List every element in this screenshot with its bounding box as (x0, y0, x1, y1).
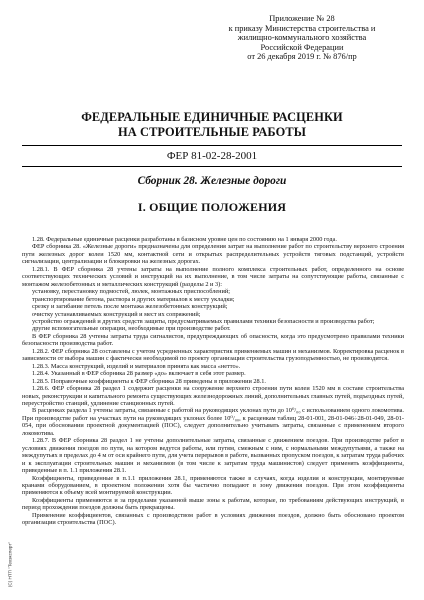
paragraph: срезку и загибание петель после монтажа железобетонных конструкций; (32, 303, 228, 311)
collection-title: Сборник 28. Железные дороги (137, 175, 287, 187)
paragraph: транспортирование бетона, раствора и других материалов к месту укладки; (32, 295, 235, 303)
document-title (0, 110, 424, 139)
paragraph: 1.28. Федеральные единичные расценки разработаны в базисном уровне цен по состоянию на 1 января 2000 года. (32, 236, 337, 243)
appendix-line: от 26 декабря 2019 г. № 876/пр (247, 52, 357, 62)
paragraph: В расценках раздела 1 учтены затраты, связанные с работой на руководящих уклонах пути до 10⁰/₀₀ с использованием одного локомотива. При производстве работ на участках пути на руководящих уклонах более 10⁰/₀₀, к расценкам таблиц 28-01-001, 28-01-046÷28-01-049, 28-01-054, при обосновании проектной документацией (ПОС), следует дополнительно учитывать затраты, связанные с применением второго локомотива. (22, 407, 404, 437)
paragraph: 1.28.1. В ФЕР сборника 28 учтены затраты на выполнение полного комплекса строительных работ, определенного на основе соответствующих технических условий и инструкций на их выполнение, в том числе затраты на сопутствующие работы, связанные с монтажом железобетонных и металлических конструкций (разделы 2 и 3): (22, 265, 404, 288)
paragraph: Коэффициенты применяются и за пределами указанной выше зоны к работам, которые, по требованиям действующих инструкций, в период прохождения поездов должны быть прекращены. (22, 496, 404, 512)
paragraph: 1.28.5. Поправочные коэффициенты к ФЕР сборника 28 приведены в приложении 28.1. (32, 377, 267, 385)
appendix-line: Приложение № 28 (269, 14, 335, 23)
divider-bottom (22, 166, 402, 167)
paragraph: 1.28.7. В ФЕР сборника 28 раздел 1 не учтены дополнительные затраты, связанные с движением поездов. При производстве работ в условиях движения поездов по пути, на котором ведутся работы, или путям, смежным с ним, с нормальными междупутьями, а также на междупутьях в пределах до 4 м от оси крайнего пути, для учета перерывов в работе, вызванных пропуском поездов, к затратам труда рабочих и к эксплуатации строительных машин и механизмов (в том числе к затратам труда машинистов) следует применять коэффициенты, приведенные в п. 1.1 приложения 28.1. (22, 437, 404, 475)
paragraph: В ФЕР сборника 28 учтены затраты труда сигналистов, предупреждающих об опасности, когда это предусмотрено правилами техники безопасности производства работ. (22, 332, 404, 348)
document-code: ФЕР 81-02-28-2001 (166, 150, 258, 162)
paragraph: ФЕР сборника 28. «Железные дороги» предназначены для определения затрат на выполнение работ по строительству верхнего строения пути железных дорог колеи 1520 мм, контактной сети и открытых распределительных устройств тяговых подстанций, устройств сигнализации, централизации и блокировки на железных дорогах. (22, 243, 404, 266)
divider-top (22, 145, 402, 146)
paragraph: 1.28.2. ФЕР сборника 28 составлены с учетом усредненных характеристик применяемых машин и механизмов. Корректировка расценок в зависимости от выбора машин с фактически необходимой по проекту организации строительства грузоподъемностью, не производится. (22, 347, 404, 363)
title-line-1: ФЕДЕРАЛЬНЫЕ ЕДИНИЧНЫЕ РАСЦЕНКИ (81, 110, 343, 124)
side-stamp-text: (С) НТП "Техэксперт" (7, 541, 13, 588)
title-line-2: НА СТРОИТЕЛЬНЫЕ РАБОТЫ (118, 124, 306, 139)
appendix-line: жилищно-коммунального хозяйства (237, 33, 367, 43)
side-stamp (4, 536, 12, 596)
appendix-line: к приказу Министерства строительства и (228, 23, 376, 33)
section-heading: I. ОБЩИЕ ПОЛОЖЕНИЯ (137, 200, 287, 214)
paragraph: 1.28.3. Масса конструкций, изделий и материалов принята как масса «нетто». (32, 362, 241, 370)
paragraph: установку, перестановку подмостей, люлек, монтажных приспособлений; (32, 288, 231, 296)
paragraph: очистку устанавливаемых конструкций и мест их сопряжений; (32, 310, 201, 318)
paragraph: другие вспомогательные операции, необходимые при производстве работ. (32, 325, 231, 333)
appendix-header (202, 14, 402, 62)
appendix-line: Российской Федерации (260, 42, 344, 52)
body-text (22, 236, 404, 527)
paragraph: Применение коэффициентов, связанных с производством работ в условиях движения поездов, должно быть обосновано проектом организации строительства (ПОС). (22, 511, 404, 527)
paragraph: Коэффициенты, приведенные в п.1.1 приложения 28.1, применяются также в случаях, когда изделия и конструкции, монтируемые кранами оборудованием, в проектном положении хотя бы частично попадают в зону движения поездов. При этом коэффициенты применяются к объему всей монтируемой конструкции. (22, 474, 404, 497)
paragraph: 1.28.4. Указанный в ФЕР сборника 28 размер «до» включает в себя этот размер. (32, 370, 246, 378)
paragraph: 1.28.6. ФЕР сборника 28 раздел 1 содержит расценки на сооружение верхнего строения пути колеи 1520 мм в составе строительства новых, реконструкции и капитального ремонта существующих железнодорожных линий, дополнительных главных путей, подъездных путей, переустройство станций, удлинение станционных путей. (22, 385, 404, 407)
paragraph: устройство ограждений и других средств защиты, предусматриваемых правилами техники безопасности и производства работ; (32, 317, 375, 325)
